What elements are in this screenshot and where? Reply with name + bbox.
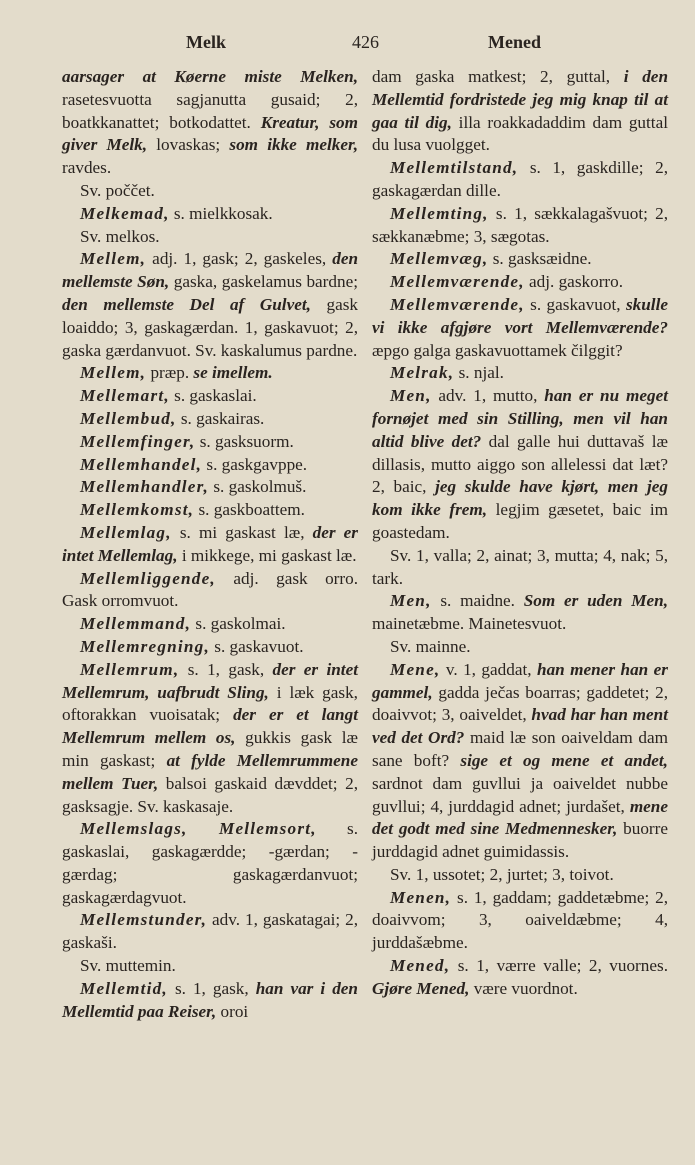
dictionary-entry: Melrak, s. njal. [390,363,504,383]
dictionary-entry: aarsager at Køerne miste Melken, rasetesvuotta sagjanutta gusaid; 2, boatkkanattet; botkodattet. Kreatur, som giver Melk, lovaskas; som ikke melker, ravdes. [62,67,359,178]
dictionary-entry: Sv. poččet. [80,180,155,200]
dictionary-entry: Sv. 1, valla; 2, ainat; 3, mutta; 4, nak; 5, tark. [372,545,668,588]
dictionary-entry: Mellemting, s. 1, sækkalagašvuot; 2, sækkanæbme; 3, sægotas. [372,203,668,246]
dictionary-entry: Mene, v. 1, gaddat, han mener han er gammel, gadda ječas boarras; gaddetet; 2, doaivvot; 3, oaiveldet, hvad har han ment ved det Ord? maid læ son oaiveldam dam sane boft? sige et og mene et andet, sardnot dam guvllui ja oaiveldet nubbe guvllui; 4, jurddagid adnet; jurdašet, mene det godt med sine Medmennesker, buorre jurddagid adnet guimidassis. [372,659,668,862]
header-right-word: Mened [488,32,541,52]
dictionary-entry: Mellemtilstand, s. 1, gaskdille; 2, gaskagærdan dille. [372,158,668,200]
dictionary-entry: Menen, s. 1, gaddam; gaddetæbme; 2, doaivvom; 3, oaiveldæbme; 4, jurddašæbme. [372,887,668,953]
dictionary-entry: Mellemrum, s. 1, gask, der er intet Mellemrum, uafbrudt Sling, i læk gask, oftorakkan vuoisatak; der er et langt Mellemrum mellem os, gukkis gask læ min gaskast; at fylde Mellemrummene mellem Tuer, balsoi gaskaid dævddet; 2, gasksagje. Sv. kaskasaje. [62,659,358,816]
dictionary-entry: Mellemslags, Mellemsort, s. gaskaslai, gaskagærdde; -gærdan; -gærdag; gaskagærdanvuot; gaskagærdagvuot. [62,819,358,907]
dictionary-entry: Mellem, præp. se imellem. [80,363,273,383]
dictionary-entry: Sv. mainne. [390,636,471,656]
dictionary-entry: Mellemfinger, s. gasksuorm. [80,431,294,451]
dictionary-entry: Mellemvæg, s. gasksæidne. [390,249,592,269]
dictionary-entry: Men, adv. 1, mutto, han er nu meget fornøjet med sin Stilling, men vil han altid blive det? dal galle hui duttavaš læ dillasis, mutto aiggo son allelessi dat læt? 2, baic, jeg skulde have kjørt, men jeg kom ikke frem, legjim gæsetet, baic im goastedam. [372,386,668,542]
dictionary-entry: Mellemhandler, s. gaskolmuš. [80,477,307,497]
dictionary-entry: Mellemtid, s. 1, gask, han var i den Mellemtid paa Reiser, oroi [62,978,358,1021]
dictionary-entry: Mellemhandel, s. gaskgavppe. [80,454,308,474]
dictionary-entry: Mellemmand, s. gaskolmai. [80,614,286,634]
dictionary-entry: Mellemværende, adj. gaskorro. [390,272,624,292]
page-header [60,32,665,60]
dictionary-entry: Mellemregning, s. gaskavuot. [80,636,304,656]
dictionary-entry: Mellemliggende, adj. gask orro. Gask orromvuot. [62,568,358,611]
dictionary-entry: Men, s. maidne. Som er uden Men, mainetæbme. Mainetesvuot. [372,591,668,634]
dictionary-entry: Sv. melkos. [80,226,160,246]
dictionary-entry: Mellem, adj. 1, gask; 2, gaskeles, den mellemste Søn, gaska, gaskelamus bardne; den mellemste Del af Gulvet, gask loaiddo; 3, gaskagærdan. 1, gaskavuot; 2, gaska gærdanvuot. Sv. kaskalumus pardne. [62,249,358,360]
dictionary-entry: dam gaska matkest; 2, guttal, i den Mellemtid fordristede jeg mig knap til at gaa til dig, illa roakkadaddim dam guttal du lusa vuolgget. [372,67,668,155]
dictionary-entry: Sv. 1, ussotet; 2, jurtet; 3, toivot. [390,864,614,884]
right-column [372,66,668,1001]
page-number: 426 [352,32,379,52]
left-column [62,66,358,1023]
dictionary-entry: Mellemart, s. gaskaslai. [80,386,257,406]
dictionary-entry: Mened, s. 1, værre valle; 2, vuornes. Gjøre Mened, være vuordnot. [372,956,668,998]
dictionary-entry: Mellemlag, s. mi gaskast læ, der er intet Mellemlag, i mikkege, mi gaskast læ. [62,522,358,565]
dictionary-entry: Melkemad, s. mielkkosak. [80,203,273,223]
dictionary-entry: Sv. muttemin. [80,956,176,976]
header-left-word: Melk [186,32,226,52]
dictionary-entry: Mellemstunder, adv. 1, gaskatagai; 2, gaskaši. [62,910,358,953]
dictionary-entry: Mellembud, s. gaskairas. [80,408,265,428]
dictionary-entry: Mellemkomst, s. gaskboattem. [80,500,305,520]
dictionary-entry: Mellemværende, s. gaskavuot, skulle vi ikke afgjøre vort Mellemværende? æpgo galga gaskavuottamek čilggit? [372,294,668,360]
